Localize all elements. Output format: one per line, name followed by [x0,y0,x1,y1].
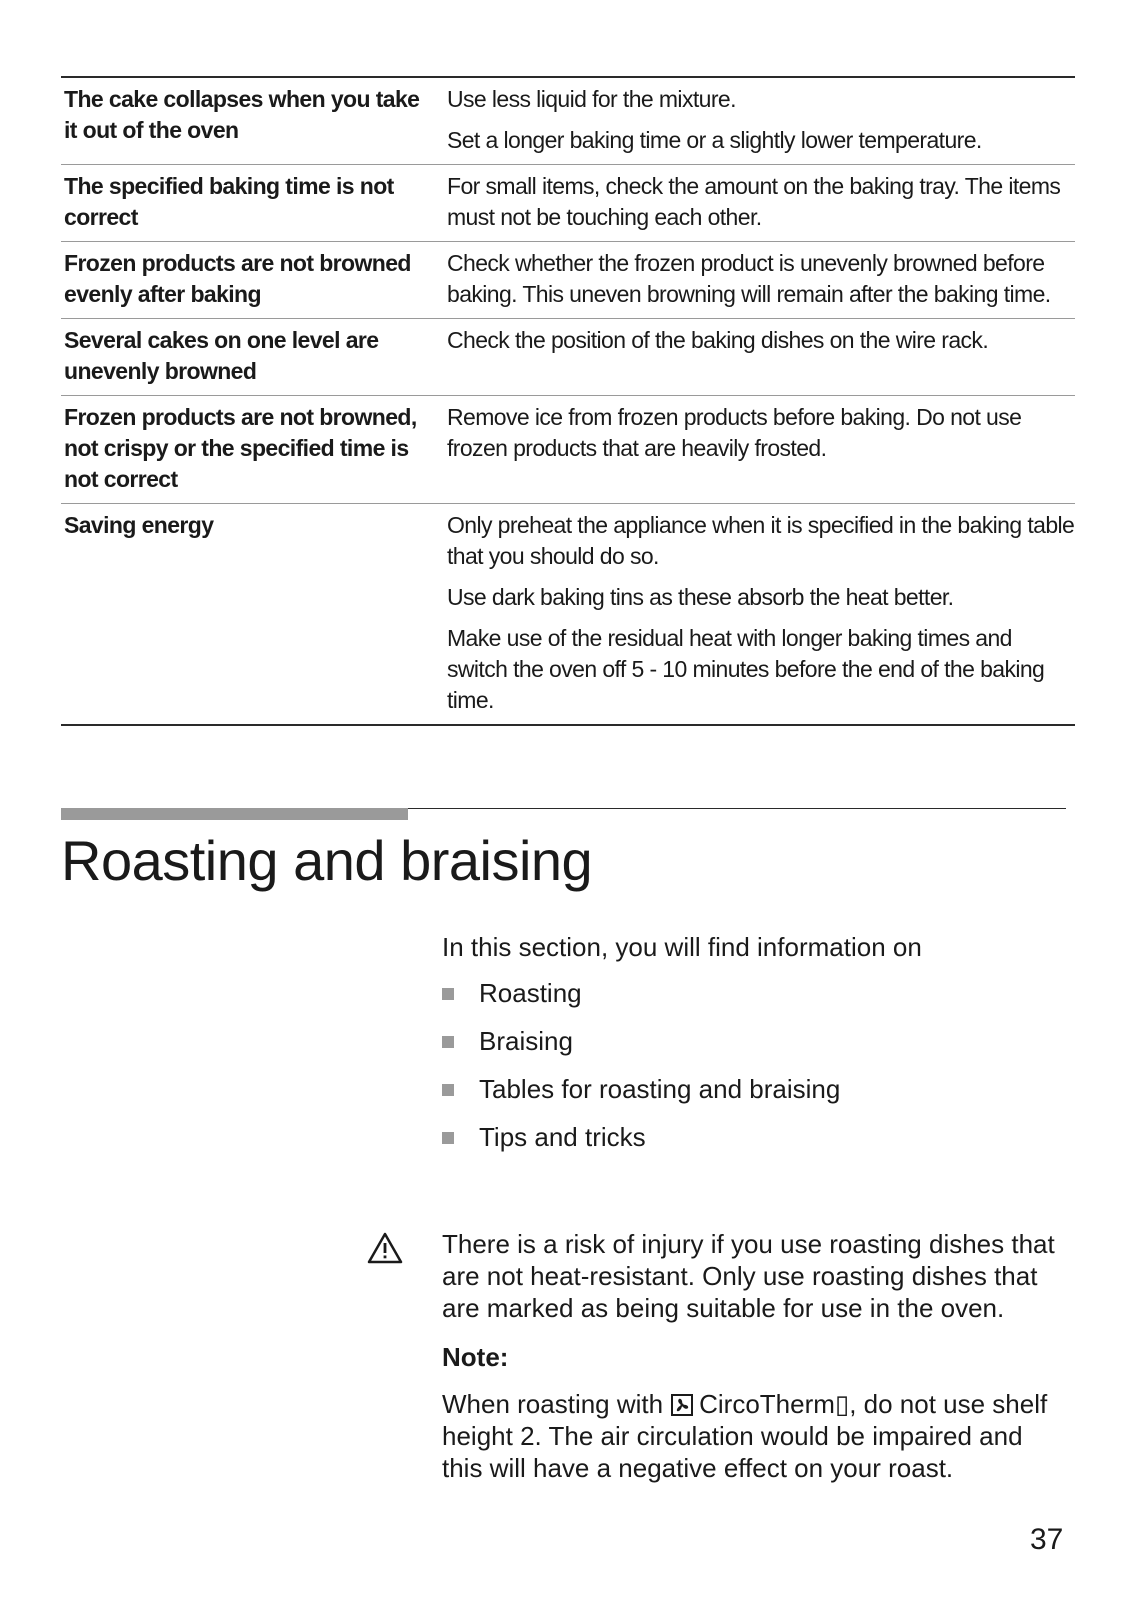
troubleshooting-table [61,76,1075,726]
problem-cell: Several cakes on one level are unevenly browned [64,327,379,384]
note-text [442,1388,1062,1484]
table-row [61,78,1075,164]
square-bullet-icon [442,1084,454,1096]
section-divider-accent [61,808,408,820]
list-item [442,1120,840,1168]
problem-cell: Saving energy [64,512,214,538]
note-label: Note: [442,1342,509,1372]
table-row [61,503,1075,724]
square-bullet-icon [442,1132,454,1144]
remedy-text: Remove ice from frozen products before baking. Do not use frozen products that are heavily frosted. [447,404,1022,461]
remedy-cell [432,171,1075,233]
problem-cell: The specified baking time is not correct [64,173,394,230]
remedy-cell [432,325,1075,387]
square-bullet-icon [442,988,454,1000]
list-item [442,976,840,1024]
topic-label: Braising [479,1026,573,1056]
remedy-cell [432,510,1075,716]
remedy-text: Use dark baking tins as these absorb the heat better. [447,584,954,610]
table-row [61,318,1075,395]
table-row [61,164,1075,241]
problem-cell: Frozen products are not browned, not crispy or the specified time is not correct [64,404,417,492]
warning-text: There is a risk of injury if you use roasting dishes that are not heat-resistant. Only use roasting dishes that are marked as being suitable for use in the oven. [442,1229,1055,1323]
section-divider [61,808,1066,820]
table-row [61,395,1075,503]
remedy-text: For small items, check the amount on the baking tray. The items must not be touching each other. [447,173,1061,230]
note-text-end: CircoTherm▯, do not use shelf height 2. The air circulation would be impaired and this will have a negative effect on your roast. [442,1389,1048,1483]
topic-label: Tips and tricks [479,1122,646,1152]
problem-cell: Frozen products are not browned evenly after baking [64,250,411,307]
remedy-text: Check whether the frozen product is unevenly browned before baking. This uneven browning will remain after the baking time. [447,250,1051,307]
section-heading: Roasting and braising [61,829,593,892]
remedy-text: Make use of the residual heat with longer baking times and switch the oven off 5 - 10 minutes before the end of the baking time. [447,625,1045,713]
remedy-cell [432,84,1075,156]
remedy-text: Set a longer baking time or a slightly lower temperature. [447,127,982,153]
list-item [442,1072,840,1120]
problem-cell: The cake collapses when you take it out of the oven [64,86,420,143]
page-number: 37 [1030,1523,1064,1556]
square-bullet-icon [442,1036,454,1048]
remedy-text: Check the position of the baking dishes on the wire rack. [447,327,989,353]
warning-triangle-icon [367,1232,403,1264]
remedy-cell [432,248,1075,310]
section-divider-rule [408,808,1066,809]
topic-label: Roasting [479,978,582,1008]
list-item [442,1024,840,1072]
section-intro: In this section, you will find information on [442,932,922,962]
remedy-text: Only preheat the appliance when it is specified in the baking table that you should do so. [447,512,1075,569]
note-text-start: When roasting with [442,1389,664,1419]
remedy-text: Use less liquid for the mixture. [447,86,736,112]
remedy-cell [432,402,1075,495]
topic-label: Tables for roasting and braising [479,1074,841,1104]
circotherm-fan-icon [671,1394,693,1416]
table-row [61,241,1075,318]
topic-list [442,976,840,1168]
